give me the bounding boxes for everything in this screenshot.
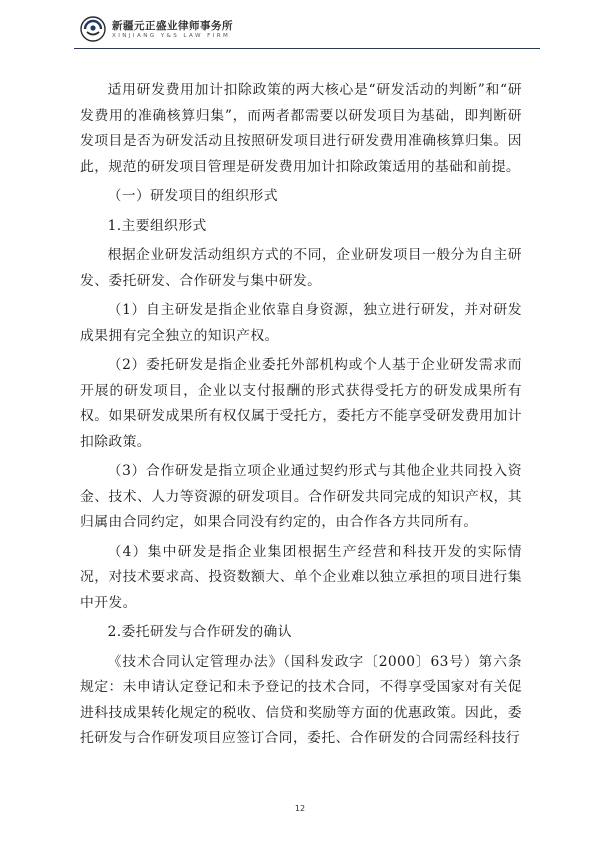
- firm-name-en: XINJIANG Y&S LAW FIRM: [112, 33, 231, 39]
- paragraph: 适用研发费用加计扣除政策的两大核心是“研发活动的判断”和“研发费用的准确核算归集”，而两者都需要以研发项目为基础，即判断研发项目是否为研发活动且按照研发项目进行研发费用准确核算归集。因此，规范的研发项目管理是研发费用加计扣除政策适用的基础和前提。: [80, 82, 522, 175]
- paragraph: （1）自主研发是指企业依靠自身资源，独立进行研发，并对研发成果拥有完全独立的知识产权。: [80, 302, 522, 344]
- paragraph: 《技术合同认定管理办法》（国科发政字〔2000〕63号）第六条规定：未申请认定登记和未予登记的技术合同，不得享受国家对有关促进科技成果转化规定的税收、信贷和奖励等方面的优惠政策。因此，委托研发与合作研发项目应签订合同，委托、合作研发的合同需经科技行: [80, 653, 522, 746]
- document-body: [80, 78, 522, 752]
- paragraph: 根据企业研发活动组织方式的不同，企业研发项目一般分为自主研发、委托研发、合作研发与集中研发。: [80, 247, 522, 289]
- subsection-heading: 2.委托研发与合作研发的确认: [107, 624, 292, 640]
- section-heading: （一）研发项目的组织形式: [107, 188, 278, 204]
- header-divider: [74, 48, 540, 49]
- page-number: 12: [294, 804, 306, 813]
- firm-logo-icon: [80, 16, 106, 42]
- page-header: [80, 14, 540, 48]
- paragraph: （3）合作研发是指立项企业通过契约形式与其他企业共同投入资金、技术、人力等资源的研发项目。合作研发共同完成的知识产权，其归属由合同约定，如果合同没有约定的，由合作各方共同所有。: [80, 463, 522, 530]
- firm-name-cn: 新疆元正盛业律师事务所: [112, 20, 233, 32]
- subsection-heading: 1.主要组织形式: [107, 217, 207, 234]
- paragraph: （4）集中研发是指企业集团根据生产经营和科技开发的实际情况，对技术要求高、投资数额大、单个企业难以独立承担的项目进行集中开发。: [80, 543, 522, 611]
- paragraph: （2）委托研发是指企业委托外部机构或个人基于企业研发需求而开展的研发项目，企业以支付报酬的形式获得受托方的研发成果所有权。如果研发成果所有权仅属于受托方，委托方不能享受研发费用加计扣除政策。: [80, 357, 522, 450]
